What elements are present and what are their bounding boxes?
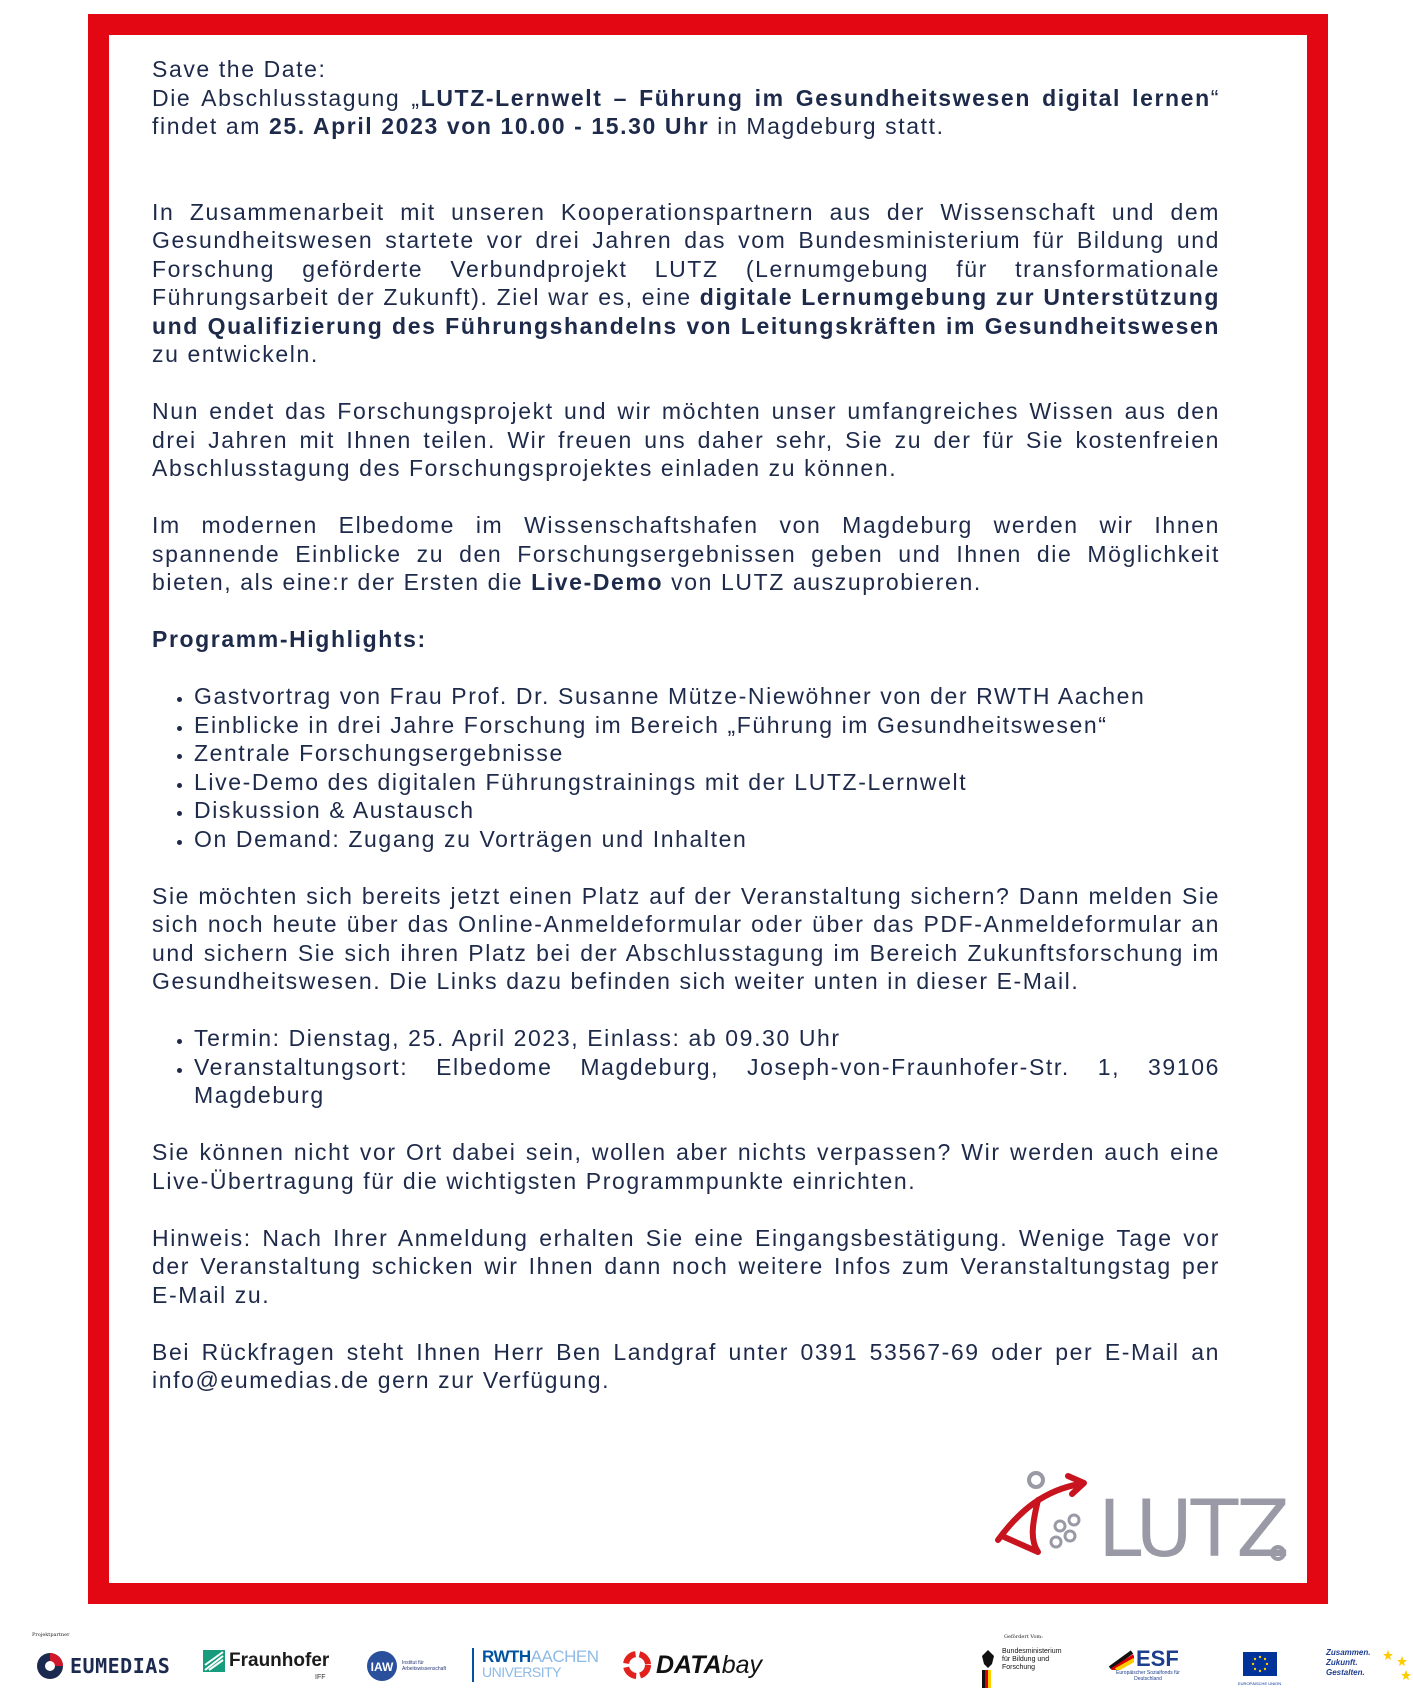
cooperation-text: In Zusammenarbeit mit unseren Kooperationspartnern aus der Wissenschaft und dem Gesundheitswesen startete vor drei Jahren das vom Bundesministerium für Bildung und Forschung geförderte Verbundprojekt LUTZ (Lernumgebung für transformationale Führungsarbeit der Zukunft). Ziel war es, eine (152, 198, 1220, 310)
highlight-item: • Zentrale Forschungsergebnisse (194, 739, 1220, 768)
iaw-emblem-icon (366, 1650, 398, 1682)
event-title: LUTZ-Lernwelt – Führung im Gesundheitswesen digital lernen (420, 84, 1211, 111)
highlights-heading: Programm-Highlights: (152, 626, 427, 652)
project-end-paragraph: Nun endet das Forschungsprojekt und wir möchten unser umfangreiches Wissen aus den drei Jahren mit Ihnen teilen. Wir freuen uns daher sehr, Sie zu der für Sie kostenfreien Abschlusstagung des Forschungsprojektes einladen zu können. (152, 398, 1220, 481)
bmbf-logo (980, 1648, 1066, 1688)
iaw-sub: Institut für Arbeitswissenschaft (402, 1660, 447, 1672)
live-demo-bold: Live-Demo (531, 569, 664, 595)
iaw-logo (366, 1650, 452, 1682)
intro-text-2: “ findet am (152, 84, 1220, 139)
rwth-logo (472, 1648, 599, 1682)
esf-sub: Europäischer Sozialfonds für Deutschland (1116, 1670, 1180, 1682)
eu-sub: EUROPÄISCHE UNION (1238, 1681, 1282, 1686)
lutz-logo-text: LUTZ (1098, 1485, 1288, 1565)
register-paragraph: Sie möchten sich bereits jetzt einen Platz auf der Veranstaltung sichern? Dann melden Sie sich noch heute über das Online-Anmeldeformular oder über das PDF-Anmeldeformular an und sichern Sie sich ihren Platz bei der Abschlusstagung im Bereich Zukunftsforschung im Gesundheitswesen. Die Links dazu befinden sich weiter unten in dieser E-Mail. (152, 882, 1220, 994)
esf-stripes-icon (1108, 1648, 1134, 1670)
esf-logo (1108, 1648, 1188, 1682)
funder-caption: Gefördert Vom: (1004, 1634, 1043, 1640)
databay-bold: DATA (656, 1650, 722, 1679)
eu-flag-icon (1243, 1652, 1277, 1676)
highlight-item: • Einblicke in drei Jahre Forschung im Bereich „Führung im Gesundheitswesen“ (194, 711, 1220, 740)
cooperation-bold: digitale Lernumgebung zur Unterstützung und Qualifizierung des Führungshandelns von Leitungskräften im Gesundheitswesen (152, 284, 1220, 339)
zzg-label: Zusammen. Zukunft. Gestalten. (1326, 1648, 1371, 1677)
event-date: 25. April 2023 von 10.00 - 15.30 Uhr (269, 113, 710, 139)
contact-paragraph: Bei Rückfragen steht Ihnen Herr Ben Landgraf unter 0391 53567-69 oder per E-Mail an info@eumedias.de gern zur Verfügung. (152, 1338, 1220, 1393)
elbedome-paragraph (152, 511, 1220, 597)
zusammen-zukunft-gestalten-logo (1326, 1648, 1412, 1682)
rwth-main: RWTH (482, 1647, 531, 1666)
bmbf-label: Bundesministerium für Bildung und Forschung (1002, 1648, 1062, 1671)
highlight-item: • Live-Demo des digitalen Führungstrainings mit der LUTZ-Lernwelt (194, 768, 1220, 797)
intro-text-3: in Magdeburg statt. (709, 113, 945, 139)
partner-caption: Projektpartner (32, 1632, 70, 1638)
elbedome-end: von LUTZ auszuprobieren. (663, 569, 982, 595)
federal-eagle-icon (980, 1648, 996, 1688)
fraunhofer-emblem-icon (203, 1650, 225, 1672)
hint-paragraph: Hinweis: Nach Ihrer Anmeldung erhalten Sie eine Eingangsbestätigung. Wenige Tage vor der Veranstaltung schicken wir Ihnen dann noch weitere Infos zum Veranstaltungstag per E-Mail zu. (152, 1224, 1220, 1308)
databay-emblem-icon (622, 1650, 652, 1680)
eumedias-label: EUMEDIAS (70, 1654, 171, 1678)
svg-text:IAW: IAW (370, 1660, 394, 1674)
invitation-body (152, 55, 1220, 1395)
highlights-list (152, 682, 1220, 853)
lutz-logo (990, 1470, 1290, 1565)
rwth-aachen: AACHEN (530, 1647, 599, 1666)
details-list (152, 1024, 1220, 1110)
logo-dot-icon (1029, 1473, 1043, 1487)
eumedias-logo (36, 1650, 170, 1682)
rwth-university: UNIVERSITY (482, 1664, 562, 1680)
fraunhofer-label: Fraunhofer (229, 1650, 330, 1671)
fraunhofer-sub: IFF (315, 1674, 326, 1681)
cooperation-paragraph (152, 198, 1220, 369)
eumedias-emblem-icon (36, 1652, 64, 1680)
databay-rest: bay (721, 1650, 763, 1679)
fraunhofer-logo (203, 1648, 333, 1684)
intro-paragraph (152, 84, 1220, 141)
detail-location: • Veranstaltungsort: Elbedome Magdeburg, Joseph-von-Fraunhofer-Str. 1, 39106 Magdeburg (194, 1053, 1220, 1110)
highlight-item: • On Demand: Zugang zu Vorträgen und Inhalten (194, 825, 1220, 854)
save-the-date: Save the Date: (152, 56, 327, 82)
highlight-item: • Gastvortrag von Frau Prof. Dr. Susanne Mütze-Niewöhner von der RWTH Aachen (194, 682, 1220, 711)
cooperation-end: zu entwickeln. (152, 341, 319, 367)
eu-logo (1238, 1652, 1281, 1686)
detail-date: • Termin: Dienstag, 25. April 2023, Einlass: ab 09.30 Uhr (194, 1024, 1220, 1053)
databay-logo (622, 1650, 762, 1680)
esf-label: ESF (1136, 1646, 1179, 1671)
stars-icon (1382, 1648, 1412, 1682)
elbedome-text: Im modernen Elbedome im Wissenschaftshafen von Magdeburg werden wir Ihnen spannende Einblicke zu den Forschungsergebnissen geben und Ihnen die Möglichkeit bieten, als eine:r der Ersten die (152, 512, 1220, 595)
live-stream-paragraph: Sie können nicht vor Ort dabei sein, wollen aber nichts verpassen? Wir werden auch eine Live-Übertragung für die wichtigsten Programmpunkte einrichten. (152, 1139, 1220, 1194)
highlight-item: • Diskussion & Austausch (194, 796, 1220, 825)
intro-text-1: Die Abschlusstagung „ (152, 84, 421, 111)
